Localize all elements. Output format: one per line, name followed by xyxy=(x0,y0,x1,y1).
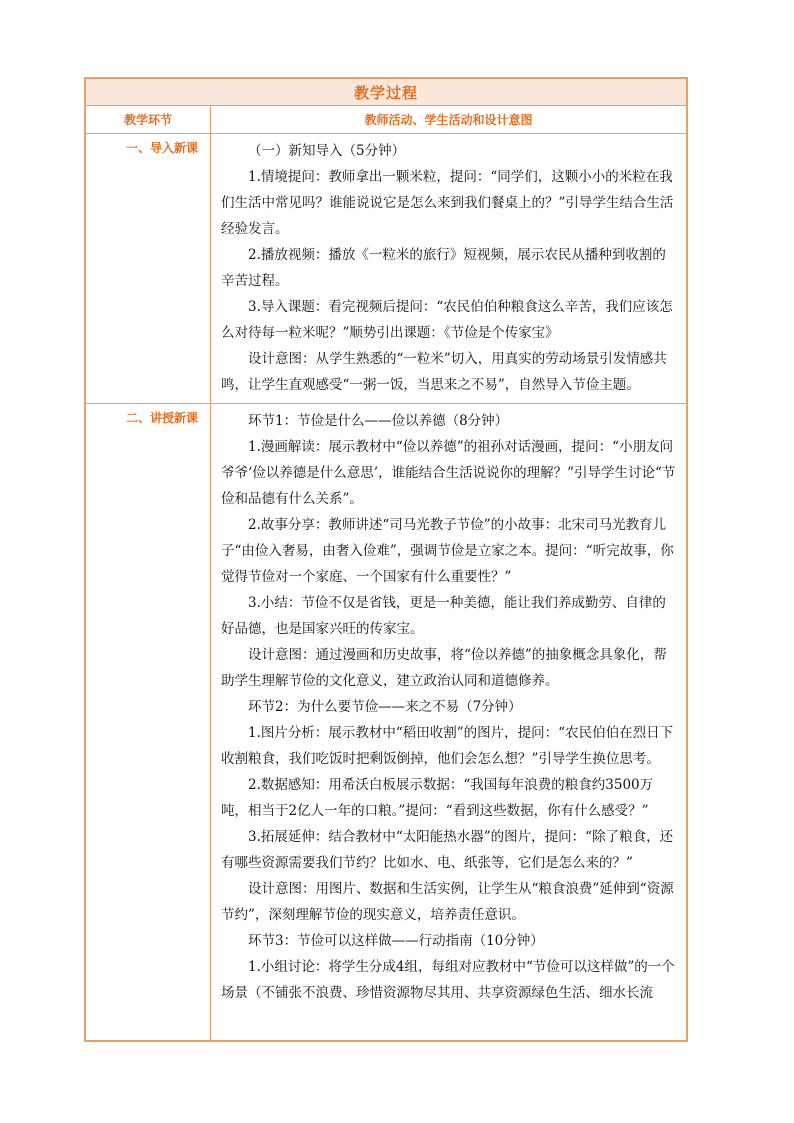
paragraph: 环节2：为什么要节俭——来之不易（7分钟） xyxy=(248,699,522,715)
teaching-process-table xyxy=(84,77,688,1042)
paragraph: （一）新知导入（5分钟） xyxy=(248,143,406,159)
paragraph: 3.导入课题：看完视频后提问：“农民伯伯种粮食这么辛苦，我们应该怎么对待每一粒米呢？”顺势引出课题：《节俭是个传家宝》 xyxy=(221,299,673,341)
paragraph: 1.小组讨论：将学生分成4组，每组对应教材中“节俭可以这样做”的一个场景（不铺张不浪费、珍惜资源物尽其用、共享资源绿色生活、细水长流 xyxy=(221,959,675,1001)
paragraph: 1.漫画解读：展示教材中“俭以养德”的祖孙对话漫画，提问：“小朋友问爷爷‘俭以养德是什么意思’，谁能结合生活说说你的理解？”引导学生讨论“节俭和品德有什么关系”。 xyxy=(221,439,676,507)
section-label-intro: 一、导入新课 xyxy=(86,134,211,403)
section-label-new-lesson: 二、讲授新课 xyxy=(86,404,211,1040)
paragraph: 环节1：节俭是什么——俭以养德（8分钟） xyxy=(248,413,509,429)
paragraph: 2.故事分享：教师讲述“司马光教子节俭”的小故事：北宋司马光教育儿子“由俭入奢易，由奢入俭难”，强调节俭是立家之本。提问：“听完故事，你觉得节俭对一个家庭、一个国家有什么重要性？” xyxy=(221,517,674,585)
header-activities: 教师活动、学生活动和设计意图 xyxy=(364,113,533,127)
paragraph: 2.数据感知：用希沃白板展示数据：“我国每年浪费的粮食约3500万吨，相当于2亿人一年的口粮。”提问：“看到这些数据，你有什么感受？” xyxy=(221,777,654,819)
table-header-row xyxy=(86,106,686,134)
paragraph: 2.播放视频：播放《一粒米的旅行》短视频，展示农民从播种到收割的辛苦过程。 xyxy=(221,247,666,289)
paragraph: 1.情境提问：教师拿出一颗米粒，提问：“同学们，这颗小小的米粒在我们生活中常见吗？谁能说说它是怎么来到我们餐桌上的？”引导学生结合生活经验发言。 xyxy=(221,169,674,237)
paragraph: 3.拓展延伸：结合教材中“太阳能热水器”的图片，提问：“除了粮食，还有哪些资源需要我们节约？比如水、电、纸张等，它们是怎么来的？” xyxy=(221,829,674,871)
table-title: 教学过程 xyxy=(353,83,418,102)
paragraph: 1.图片分析：展示教材中“稻田收割”的图片，提问：“农民伯伯在烈日下收割粮食，我们吃饭时把剩饭倒掉，他们会怎么想？”引导学生换位思考。 xyxy=(221,725,674,767)
paragraph: 环节3：节俭可以这样做——行动指南（10分钟） xyxy=(248,933,544,949)
paragraph: 3.小结：节俭不仅是省钱，更是一种美德，能让我们养成勤劳、自律的好品德，也是国家兴旺的传家宝。 xyxy=(221,595,666,637)
paragraph: 设计意图：从学生熟悉的“一粒米”切入，用真实的劳动场景引发情感共鸣，让学生直观感受“一粥一饭，当思来之不易”，自然导入节俭主题。 xyxy=(221,351,667,393)
section-row-intro xyxy=(86,134,686,404)
header-stage: 教学环节 xyxy=(86,106,211,133)
paragraph: 设计意图：用图片、数据和生活实例，让学生从“粮食浪费”延伸到“资源节约”，深刻理解节俭的现实意义，培养责任意识。 xyxy=(221,881,674,923)
paragraph: 设计意图：通过漫画和历史故事，将“俭以养德”的抽象概念具象化，帮助学生理解节俭的文化意义，建立政治认同和道德修养。 xyxy=(221,647,667,689)
section-row-new-lesson xyxy=(86,404,686,1040)
section-body-new-lesson xyxy=(211,404,686,1040)
section-body-intro xyxy=(211,134,686,403)
table-title-row xyxy=(86,79,686,106)
